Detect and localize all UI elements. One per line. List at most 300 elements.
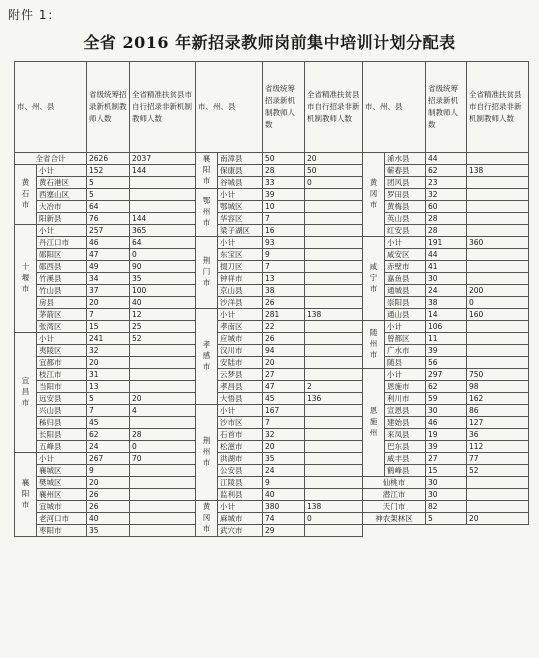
provincial-count: 22 xyxy=(263,321,305,333)
table-row xyxy=(196,381,363,393)
poverty-count xyxy=(305,225,363,237)
county-name: 鄂城区 xyxy=(218,201,263,213)
county-name: 丹江口市 xyxy=(37,237,87,249)
table-row xyxy=(363,429,529,441)
county-name: 京山县 xyxy=(218,285,263,297)
county-name: 应城市 xyxy=(218,333,263,345)
county-name: 利川市 xyxy=(385,393,426,405)
provincial-count: 40 xyxy=(263,489,305,501)
provincial-count: 7 xyxy=(263,213,305,225)
table-row xyxy=(196,393,363,405)
table-row xyxy=(15,189,196,201)
table-row xyxy=(196,321,363,333)
attachment-label: 附件 1： xyxy=(8,8,61,22)
county-name: 枣阳市 xyxy=(37,525,87,537)
provincial-count: 49 xyxy=(87,261,130,273)
provincial-count: 26 xyxy=(263,297,305,309)
provincial-count: 47 xyxy=(263,381,305,393)
table-row xyxy=(15,417,196,429)
county-name: 梁子湖区 xyxy=(218,225,263,237)
provincial-count: 152 xyxy=(87,165,130,177)
poverty-count xyxy=(305,237,363,249)
poverty-count xyxy=(130,417,196,429)
provincial-count: 15 xyxy=(87,321,130,333)
table-row xyxy=(15,525,196,537)
county-name: 掇刀区 xyxy=(218,261,263,273)
poverty-count xyxy=(305,261,363,273)
provincial-count: 28 xyxy=(263,165,305,177)
table-row xyxy=(363,165,529,177)
poverty-count xyxy=(305,525,363,537)
poverty-count: 52 xyxy=(467,465,529,477)
poverty-count xyxy=(305,465,363,477)
poverty-count: 25 xyxy=(130,321,196,333)
provincial-count: 32 xyxy=(87,345,130,357)
county-name: 宜城市 xyxy=(37,501,87,513)
provincial-count: 297 xyxy=(426,369,467,381)
provincial-count: 23 xyxy=(426,177,467,189)
table-row xyxy=(15,237,196,249)
column-header-poverty: 全省精准扶贫县市自行招录非新机制教师人数 xyxy=(305,62,363,153)
table-row xyxy=(15,453,196,465)
provincial-count: 267 xyxy=(87,453,130,465)
poverty-count xyxy=(305,213,363,225)
provincial-count: 50 xyxy=(263,153,305,165)
provincial-count: 5 xyxy=(87,189,130,201)
table-row xyxy=(196,201,363,213)
column-header-poverty: 全省精准扶贫县市自行招录非新机制教师人数 xyxy=(130,62,196,153)
poverty-count xyxy=(130,177,196,189)
poverty-count xyxy=(130,525,196,537)
total-poverty: 2037 xyxy=(130,153,196,165)
table-row xyxy=(15,261,196,273)
provincial-count: 82 xyxy=(426,501,467,513)
county-name: 南漳县 xyxy=(218,153,263,165)
poverty-count xyxy=(467,333,529,345)
single-region-name: 仙桃市 xyxy=(363,477,426,489)
poverty-count: 86 xyxy=(467,405,529,417)
table-row xyxy=(363,201,529,213)
table-row xyxy=(363,417,529,429)
table-row xyxy=(363,189,529,201)
table-row xyxy=(196,369,363,381)
city-cell xyxy=(196,189,218,237)
provincial-count: 10 xyxy=(263,201,305,213)
poverty-count xyxy=(305,345,363,357)
table-row xyxy=(196,429,363,441)
provincial-count: 59 xyxy=(426,393,467,405)
poverty-count xyxy=(467,357,529,369)
provincial-count: 5 xyxy=(87,393,130,405)
table-row xyxy=(363,273,529,285)
table-row xyxy=(15,249,196,261)
poverty-count xyxy=(305,273,363,285)
table-row xyxy=(196,345,363,357)
county-name: 崇阳县 xyxy=(385,297,426,309)
provincial-count: 24 xyxy=(263,465,305,477)
poverty-count: 138 xyxy=(305,501,363,513)
county-name: 襄城区 xyxy=(37,465,87,477)
provincial-count: 46 xyxy=(87,237,130,249)
provincial-count: 94 xyxy=(263,345,305,357)
county-name: 孝昌县 xyxy=(218,381,263,393)
county-name: 宜都市 xyxy=(37,357,87,369)
table-row xyxy=(363,345,529,357)
poverty-count xyxy=(130,513,196,525)
provincial-count: 28 xyxy=(426,225,467,237)
city-name: 襄阳市 xyxy=(202,154,211,185)
provincial-count: 32 xyxy=(426,189,467,201)
county-name: 罗田县 xyxy=(385,189,426,201)
table-row xyxy=(15,441,196,453)
poverty-count xyxy=(467,477,529,489)
provincial-count: 7 xyxy=(87,309,130,321)
county-name: 大悟县 xyxy=(218,393,263,405)
city-cell xyxy=(363,369,385,477)
table-row xyxy=(15,309,196,321)
city-cell xyxy=(363,153,385,237)
poverty-count xyxy=(305,189,363,201)
county-name: 江陵县 xyxy=(218,477,263,489)
poverty-count xyxy=(305,369,363,381)
table-row xyxy=(15,345,196,357)
city-cell xyxy=(15,453,37,537)
provincial-count: 74 xyxy=(263,513,305,525)
poverty-count xyxy=(467,225,529,237)
poverty-count xyxy=(130,381,196,393)
table-row xyxy=(15,405,196,417)
poverty-count: 0 xyxy=(305,177,363,189)
county-name: 长阳县 xyxy=(37,429,87,441)
poverty-count xyxy=(305,297,363,309)
poverty-count: 200 xyxy=(467,285,529,297)
table-row xyxy=(196,153,363,165)
city-cell xyxy=(15,225,37,333)
county-name: 来凤县 xyxy=(385,429,426,441)
poverty-count xyxy=(130,189,196,201)
county-name: 小计 xyxy=(37,453,87,465)
provincial-count: 20 xyxy=(263,441,305,453)
county-name: 曾都区 xyxy=(385,333,426,345)
table-row xyxy=(363,261,529,273)
table-row xyxy=(363,321,529,333)
poverty-count xyxy=(305,453,363,465)
provincial-count: 13 xyxy=(87,381,130,393)
county-name: 通城县 xyxy=(385,285,426,297)
county-name: 秭归县 xyxy=(37,417,87,429)
county-name: 小计 xyxy=(385,237,426,249)
provincial-count: 44 xyxy=(426,153,467,165)
provincial-count: 9 xyxy=(87,465,130,477)
provincial-count: 30 xyxy=(426,273,467,285)
provincial-count: 20 xyxy=(87,297,130,309)
poverty-count xyxy=(305,285,363,297)
poverty-count: 144 xyxy=(130,165,196,177)
city-cell xyxy=(363,237,385,321)
poverty-count xyxy=(467,201,529,213)
county-name: 英山县 xyxy=(385,213,426,225)
provincial-count: 27 xyxy=(426,453,467,465)
city-name: 宜昌市 xyxy=(21,376,30,407)
table-row xyxy=(363,513,529,525)
provincial-count: 26 xyxy=(87,489,130,501)
city-name: 恩施州 xyxy=(369,406,378,437)
county-name: 赤壁市 xyxy=(385,261,426,273)
county-name: 咸丰县 xyxy=(385,453,426,465)
table-row xyxy=(363,369,529,381)
table-row xyxy=(363,489,529,501)
column-header-region: 市、州、县 xyxy=(363,62,426,153)
county-name: 小计 xyxy=(37,333,87,345)
column-header-region: 市、州、县 xyxy=(15,62,87,153)
poverty-count: 365 xyxy=(130,225,196,237)
column-header-poverty: 全省精准扶贫县市自行招录非新机制教师人数 xyxy=(467,62,529,153)
table-row xyxy=(363,453,529,465)
provincial-count: 38 xyxy=(263,285,305,297)
poverty-count xyxy=(305,405,363,417)
provincial-count: 39 xyxy=(426,345,467,357)
county-name: 谷城县 xyxy=(218,177,263,189)
poverty-count: 0 xyxy=(130,249,196,261)
table-row xyxy=(15,501,196,513)
county-name: 小计 xyxy=(218,501,263,513)
header-row xyxy=(363,62,529,153)
county-name: 孝南区 xyxy=(218,321,263,333)
table-row xyxy=(363,501,529,513)
table-row xyxy=(15,489,196,501)
table-row xyxy=(196,441,363,453)
table-row xyxy=(196,177,363,189)
table-row xyxy=(15,285,196,297)
single-region-name: 潜江市 xyxy=(363,489,426,501)
city-name: 咸宁市 xyxy=(369,262,378,293)
county-name: 恩施市 xyxy=(385,381,426,393)
provincial-count: 37 xyxy=(87,285,130,297)
county-name: 远安县 xyxy=(37,393,87,405)
table-row xyxy=(15,201,196,213)
poverty-count: 138 xyxy=(467,165,529,177)
poverty-count xyxy=(467,501,529,513)
table-row xyxy=(196,165,363,177)
table-row xyxy=(15,357,196,369)
provincial-count: 380 xyxy=(263,501,305,513)
table-row xyxy=(196,501,363,513)
county-name: 广水市 xyxy=(385,345,426,357)
poverty-count xyxy=(130,201,196,213)
county-name: 小计 xyxy=(385,369,426,381)
table-row xyxy=(15,369,196,381)
table-row xyxy=(15,477,196,489)
table-row xyxy=(15,333,196,345)
county-name: 阳新县 xyxy=(37,213,87,225)
county-name: 钟祥市 xyxy=(218,273,263,285)
county-name: 房县 xyxy=(37,297,87,309)
poverty-count xyxy=(467,321,529,333)
poverty-count: 90 xyxy=(130,261,196,273)
city-name: 襄阳市 xyxy=(21,478,30,509)
poverty-count: 112 xyxy=(467,441,529,453)
table-row xyxy=(15,381,196,393)
provincial-count: 24 xyxy=(426,285,467,297)
county-name: 茅箭区 xyxy=(37,309,87,321)
county-name: 大冶市 xyxy=(37,201,87,213)
table-row xyxy=(363,405,529,417)
poverty-count: 750 xyxy=(467,369,529,381)
provincial-count: 76 xyxy=(87,213,130,225)
provincial-count: 38 xyxy=(426,297,467,309)
provincial-count: 35 xyxy=(87,525,130,537)
provincial-count: 41 xyxy=(426,261,467,273)
total-label: 全省合计 xyxy=(15,153,87,165)
provincial-count: 34 xyxy=(87,273,130,285)
total-row xyxy=(15,153,196,165)
table-row xyxy=(363,333,529,345)
poverty-count: 70 xyxy=(130,453,196,465)
county-name: 枝江市 xyxy=(37,369,87,381)
provincial-count: 62 xyxy=(426,165,467,177)
provincial-count: 32 xyxy=(263,429,305,441)
county-name: 巴东县 xyxy=(385,441,426,453)
single-region-name: 神农架林区 xyxy=(363,513,426,525)
table-row xyxy=(363,153,529,165)
city-cell xyxy=(196,237,218,309)
table-row xyxy=(15,513,196,525)
table-row xyxy=(363,441,529,453)
provincial-count: 56 xyxy=(426,357,467,369)
poverty-count xyxy=(467,153,529,165)
county-name: 浠水县 xyxy=(385,153,426,165)
table-row xyxy=(15,177,196,189)
poverty-count: 40 xyxy=(130,297,196,309)
provincial-count: 19 xyxy=(426,429,467,441)
table-row xyxy=(363,177,529,189)
poverty-count xyxy=(305,201,363,213)
city-cell xyxy=(196,153,218,189)
county-name: 小计 xyxy=(218,405,263,417)
county-name: 嘉鱼县 xyxy=(385,273,426,285)
provincial-count: 64 xyxy=(87,201,130,213)
provincial-count: 26 xyxy=(87,501,130,513)
provincial-count: 27 xyxy=(263,369,305,381)
table-row xyxy=(363,249,529,261)
county-name: 小计 xyxy=(218,309,263,321)
provincial-count: 241 xyxy=(87,333,130,345)
county-name: 当阳市 xyxy=(37,381,87,393)
poverty-count xyxy=(305,489,363,501)
provincial-count: 20 xyxy=(87,477,130,489)
county-name: 随县 xyxy=(385,357,426,369)
poverty-count: 20 xyxy=(130,393,196,405)
poverty-count: 64 xyxy=(130,237,196,249)
county-name: 东宝区 xyxy=(218,249,263,261)
column-header-provincial: 省级统筹招录新机制教师人数 xyxy=(426,62,467,153)
county-name: 公安县 xyxy=(218,465,263,477)
provincial-count: 40 xyxy=(87,513,130,525)
city-name: 随州市 xyxy=(369,328,378,359)
county-name: 鹤峰县 xyxy=(385,465,426,477)
table-row xyxy=(15,321,196,333)
county-name: 老河口市 xyxy=(37,513,87,525)
provincial-count: 11 xyxy=(426,333,467,345)
provincial-count: 257 xyxy=(87,225,130,237)
county-name: 咸安区 xyxy=(385,249,426,261)
county-name: 团风县 xyxy=(385,177,426,189)
county-name: 五峰县 xyxy=(37,441,87,453)
table-row xyxy=(196,453,363,465)
table-row xyxy=(196,357,363,369)
poverty-count: 20 xyxy=(305,153,363,165)
table-row xyxy=(15,165,196,177)
poverty-count xyxy=(467,345,529,357)
provincial-count: 30 xyxy=(426,405,467,417)
provincial-count: 7 xyxy=(87,405,130,417)
table-row xyxy=(363,393,529,405)
table-row xyxy=(15,393,196,405)
table-row xyxy=(196,513,363,525)
provincial-count: 47 xyxy=(87,249,130,261)
county-name: 松滋市 xyxy=(218,441,263,453)
table-row xyxy=(196,525,363,537)
table-row xyxy=(15,213,196,225)
provincial-count: 24 xyxy=(87,441,130,453)
table-row xyxy=(196,273,363,285)
provincial-count: 191 xyxy=(426,237,467,249)
poverty-count: 127 xyxy=(467,417,529,429)
poverty-count: 4 xyxy=(130,405,196,417)
county-name: 麻城市 xyxy=(218,513,263,525)
table-row xyxy=(196,225,363,237)
county-name: 小计 xyxy=(218,237,263,249)
table-row xyxy=(363,213,529,225)
county-name: 云梦县 xyxy=(218,369,263,381)
poverty-count xyxy=(467,189,529,201)
county-name: 竹山县 xyxy=(37,285,87,297)
county-name: 小计 xyxy=(37,225,87,237)
total-provincial: 2626 xyxy=(87,153,130,165)
table-row xyxy=(196,213,363,225)
provincial-count: 35 xyxy=(263,453,305,465)
poverty-count xyxy=(467,261,529,273)
city-cell xyxy=(15,165,37,225)
provincial-count: 30 xyxy=(426,489,467,501)
city-name: 黄冈市 xyxy=(202,502,211,533)
provincial-count: 33 xyxy=(263,177,305,189)
provincial-count: 167 xyxy=(263,405,305,417)
county-name: 监利县 xyxy=(218,489,263,501)
county-name: 建始县 xyxy=(385,417,426,429)
poverty-count xyxy=(305,333,363,345)
poverty-count: 138 xyxy=(305,309,363,321)
poverty-count xyxy=(467,273,529,285)
provincial-count: 46 xyxy=(426,417,467,429)
poverty-count: 52 xyxy=(130,333,196,345)
poverty-count xyxy=(130,357,196,369)
provincial-count: 106 xyxy=(426,321,467,333)
poverty-count xyxy=(130,501,196,513)
county-name: 西塞山区 xyxy=(37,189,87,201)
table-row xyxy=(196,261,363,273)
county-name: 红安县 xyxy=(385,225,426,237)
provincial-count: 5 xyxy=(87,177,130,189)
provincial-count: 281 xyxy=(263,309,305,321)
county-name: 小计 xyxy=(218,189,263,201)
city-cell xyxy=(196,405,218,501)
table-row xyxy=(196,237,363,249)
poverty-count xyxy=(130,489,196,501)
city-name: 黄冈市 xyxy=(369,178,378,209)
provincial-count: 45 xyxy=(263,393,305,405)
county-name: 小计 xyxy=(37,165,87,177)
